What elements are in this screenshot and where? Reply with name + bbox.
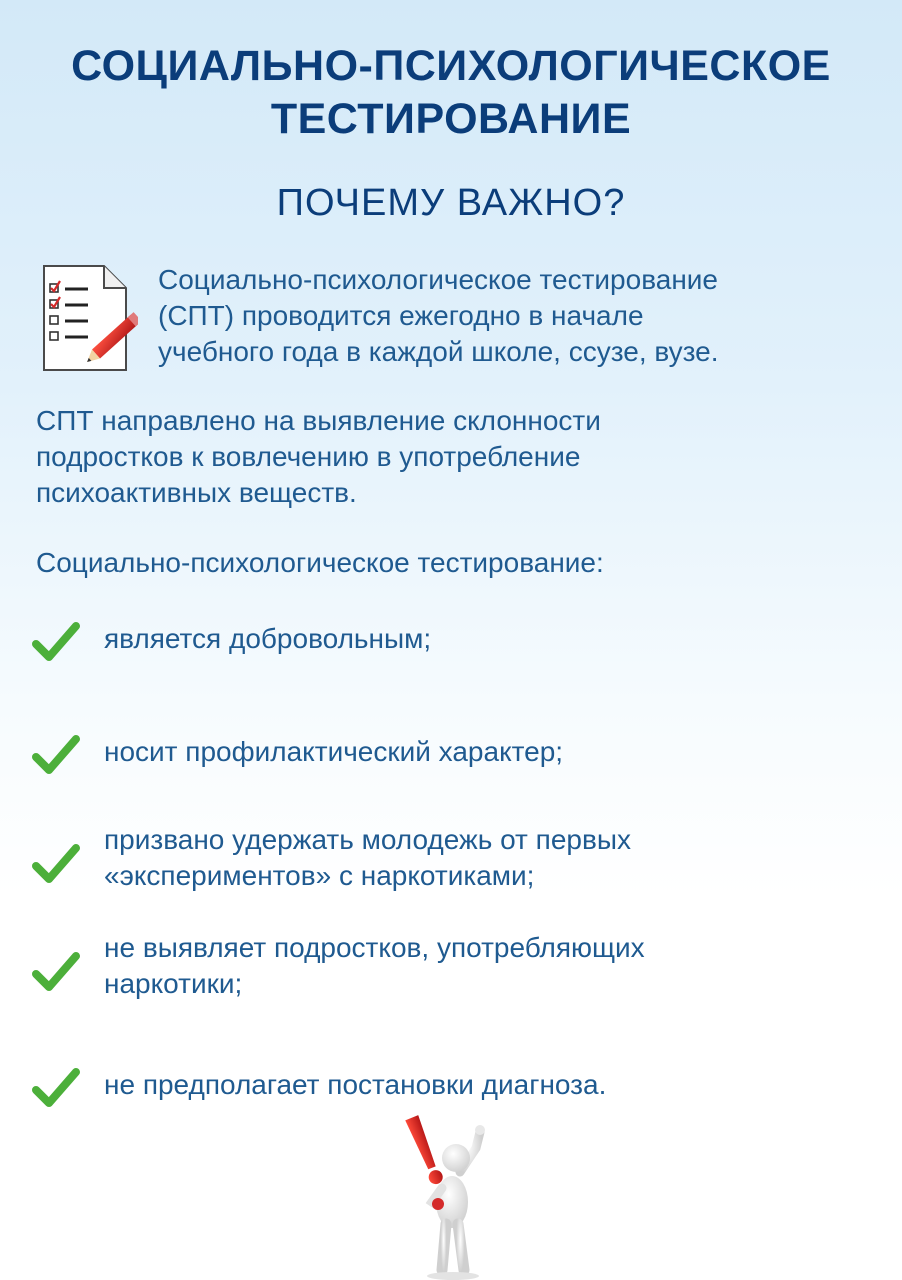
list-item: призвано удержать молодежь от первых «экспериментов» с наркотиками;	[104, 824, 631, 891]
list-lead-text: Социально-психологическое тестирование:	[36, 547, 604, 578]
green-check-icon	[32, 1066, 80, 1110]
list-item: не предполагает постановки диагноза.	[104, 1069, 607, 1100]
green-check-icon	[32, 950, 80, 994]
list-item: носит профилактический характер;	[104, 736, 564, 767]
exclamation-figure-icon	[398, 1110, 508, 1280]
checklist-document-icon	[38, 262, 138, 377]
green-check-icon	[32, 733, 80, 777]
list-item: является добровольным;	[104, 623, 432, 654]
intro-text: Социально-психологическое тестирование (СПТ) проводится ежегодно в начале учебного года в каждой школе, ссузе, вузе.	[158, 264, 719, 367]
page-subtitle: ПОЧЕМУ ВАЖНО?	[276, 182, 626, 224]
green-check-icon	[32, 620, 80, 664]
purpose-text: СПТ направлено на выявление склонности подростков к вовлечению в употребление психоактивных веществ.	[36, 405, 601, 508]
page-title: СОЦИАЛЬНО-ПСИХОЛОГИЧЕСКОЕ ТЕСТИРОВАНИЕ	[71, 42, 831, 143]
green-check-icon	[32, 842, 80, 886]
list-item: не выявляет подростков, употребляющих наркотики;	[104, 932, 645, 999]
